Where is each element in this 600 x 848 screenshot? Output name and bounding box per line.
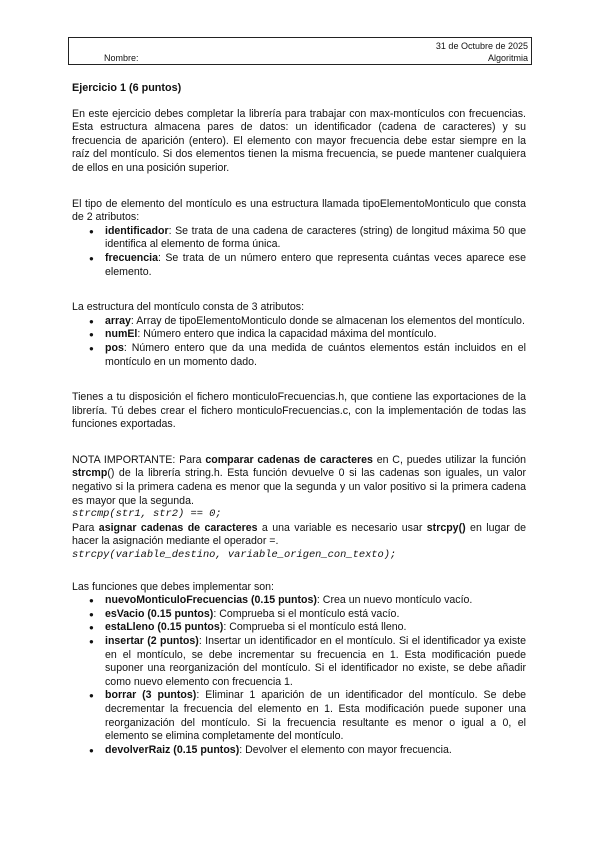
list-item: ● numEl: Número entero que indica la capacidad máxima del montículo. xyxy=(72,328,526,342)
intro-paragraph: En este ejercicio debes completar la librería para trabajar con max-montículos con frecuencias. Esta estructura almacena pares de datos: un identificador (cadena de caracteres) y su frecuencia de aparición (entero). El elemento con mayor frecuencia debe estar siempre en la raíz del montículo. Si dos elementos tienen la misma frecuencia, se puede mantener cualquiera de ellos en una posición superior. xyxy=(72,107,526,174)
list-item: ● nuevoMonticuloFrecuencias (0.15 puntos): Crea un nuevo montículo vacío. xyxy=(72,594,526,608)
exercise-title: Ejercicio 1 (6 puntos) xyxy=(72,82,182,94)
element-attributes-list xyxy=(72,225,526,279)
note-paragraph: NOTA IMPORTANTE: Para comparar cadenas de caracteres en C, puedes utilizar la función strcmp() de la librería string.h. Esta función devuelve 0 si las cadenas son iguales, un valor negativo si la primera cadena es menor que la segunda y un valor positivo si la primera cadena es mayor que la segunda. xyxy=(72,453,526,507)
list-item: ● identificador: Se trata de una cadena de caracteres (string) de longitud máxima 50 que identifica al elemento de forma única. xyxy=(72,225,526,252)
struct-intro: La estructura del montículo consta de 3 atributos: xyxy=(72,301,305,314)
list-item: ● borrar (3 puntos): Eliminar 1 aparición de un identificador del montículo. Se debe decrementar la frecuencia del elemento en 1. Esta modificación puede suponer una reorganización del montículo. Si la frecuencia resultante es menor o igual a 0, el elemento se elimina completamente del montículo. xyxy=(72,689,526,743)
code-strcmp: strcmp(str1, str2) == 0; xyxy=(72,508,222,521)
struct-attributes-list xyxy=(72,315,526,369)
files-paragraph: Tienes a tu disposición el fichero monticuloFrecuencias.h, que contiene las exportaciones de la librería. Tú debes crear el fichero monticuloFrecuencias.c, con la implementación de todas las funciones exportadas. xyxy=(72,391,526,431)
list-item: ● frecuencia: Se trata de un número entero que representa cuántas veces aparece ese elemento. xyxy=(72,252,526,279)
list-item: ● pos: Número entero que da una medida de cuántos elementos están incluidos en el montículo en un momento dado. xyxy=(72,342,526,369)
functions-intro: Las funciones que debes implementar son: xyxy=(72,580,274,593)
list-item: ● estaLleno (0.15 puntos): Comprueba si el montículo está lleno. xyxy=(72,621,526,635)
code-strcpy: strcpy(variable_destino, variable_origen_con_texto); xyxy=(72,549,397,562)
list-item: ● array: Array de tipoElementoMonticulo donde se almacenan los elementos del montículo. xyxy=(72,315,526,329)
exam-header xyxy=(68,37,532,65)
list-item: ● devolverRaiz (0.15 puntos): Devolver el elemento con mayor frecuencia. xyxy=(72,744,526,758)
name-label: Nombre: xyxy=(104,53,139,63)
functions-list xyxy=(72,594,526,757)
assign-paragraph: Para asignar cadenas de caracteres a una variable es necesario usar strcpy() en lugar de hacer la asignación mediante el operador =. xyxy=(72,521,526,548)
list-item: ● esVacio (0.15 puntos): Comprueba si el montículo está vacío. xyxy=(72,608,526,622)
subject-label: Algoritmia xyxy=(487,53,528,63)
exam-date: 31 de Octubre de 2025 xyxy=(435,41,528,51)
element-intro: El tipo de elemento del montículo es una estructura llamada tipoElementoMonticulo que consta de 2 atributos: xyxy=(72,197,526,224)
document-body xyxy=(72,82,526,757)
list-item: ● insertar (2 puntos): Insertar un identificador en el montículo. Si el identificador ya existe en el montículo, se debe incrementar su frecuencia en 1. Esta modificación puede suponer una reorganización del montículo. Si el identificador no existe, se debe añadir como nuevo elemento con frecuencia 1. xyxy=(72,635,526,689)
